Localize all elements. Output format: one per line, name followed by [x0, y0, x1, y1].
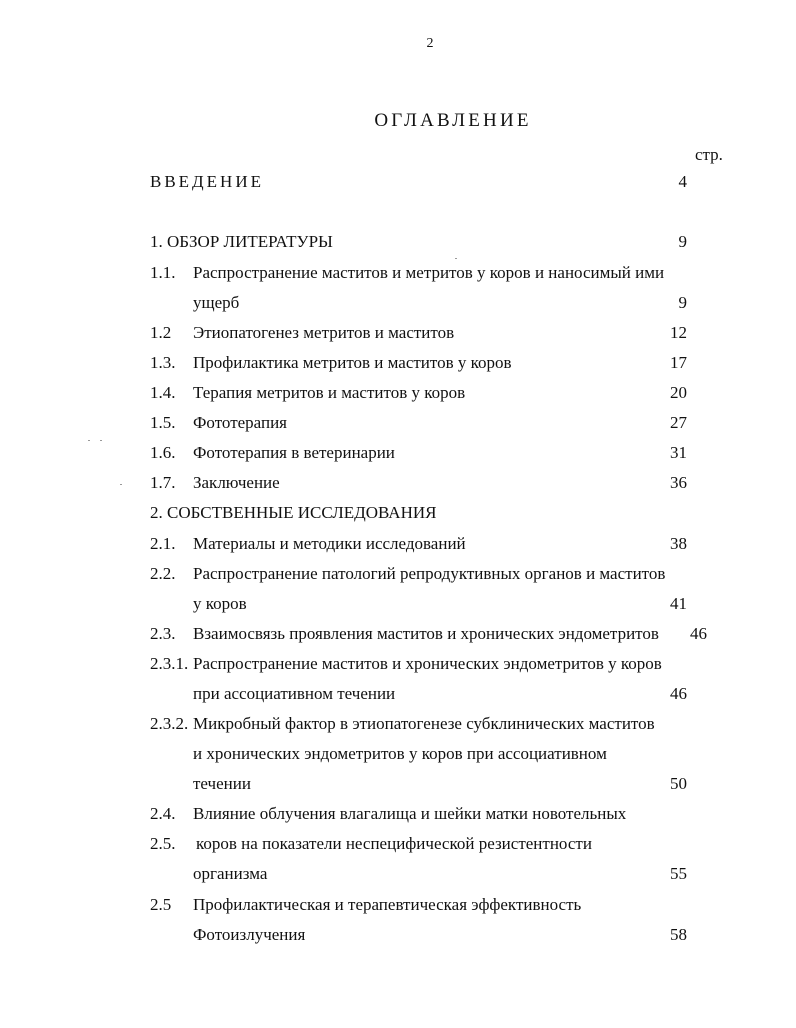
toc-entry-1-5: [150, 411, 700, 435]
toc-entry-text: коров на показатели неспецифической резистентности: [196, 834, 592, 853]
toc-chapter-2: [150, 501, 700, 525]
toc-entry-1-1-continuation: [193, 291, 700, 315]
toc-entry-number: 2.4.: [150, 804, 176, 823]
toc-entry-number: 1.6.: [150, 443, 176, 462]
toc-entry-number: 1.4.: [150, 383, 176, 402]
toc-entry-number: 1.2: [150, 323, 172, 342]
toc-entry-number: 2.3.1.: [150, 654, 189, 673]
toc-entry-label: 2. СОБСТВЕННЫЕ ИССЛЕДОВАНИЯ: [150, 503, 437, 522]
toc-entry-text: Фототерапия: [193, 413, 287, 432]
toc-entry-2-5a-continuation: [193, 862, 700, 886]
toc-entry-page: 20: [670, 383, 687, 402]
toc-title: ОГЛАВЛЕНИЕ: [374, 110, 532, 131]
toc-entry-number: 2.5: [150, 895, 172, 914]
toc-entry-text: Профилактическая и терапевтическая эффективность: [193, 895, 582, 914]
toc-entry-2-5a: [150, 832, 700, 856]
toc-entry-text: Заключение: [193, 473, 280, 492]
toc-entry-text: ущерб: [193, 293, 240, 312]
toc-entry-text: Взаимосвязь проявления маститов и хронических эндометритов: [193, 624, 659, 643]
toc-entry-number: 2.5.: [150, 834, 176, 853]
toc-entry-1-2: [150, 321, 700, 345]
toc-entry-text: Распространение маститов и хронических эндометритов у коров: [193, 654, 662, 673]
toc-entry-text: Фотоизлучения: [193, 925, 306, 944]
toc-entry-2-3-1-continuation: [193, 682, 700, 706]
toc-entry-page: 58: [670, 925, 687, 944]
toc-entry-page: 46: [670, 684, 687, 703]
page-number: 2: [426, 36, 434, 51]
toc-entry-text: Профилактика метритов и маститов у коров: [193, 353, 512, 372]
toc-entry-2-2-continuation: [193, 592, 700, 616]
toc-entry-page: 38: [670, 534, 687, 553]
toc-entry-2-5b-continuation: [193, 923, 700, 947]
toc-entry-label: 1. ОБЗОР ЛИТЕРАТУРЫ: [150, 232, 333, 251]
scan-speck: [455, 258, 457, 259]
scan-speck: [88, 440, 90, 441]
toc-entry-text: Терапия метритов и маститов у коров: [193, 383, 466, 402]
toc-entry-number: 2.3.2.: [150, 714, 189, 733]
toc-entry-1-3: [150, 351, 700, 375]
toc-entry-page: 9: [678, 232, 687, 251]
toc-entry-text: Микробный фактор в этиопатогенезе субклинических маститов: [193, 714, 655, 733]
toc-entry-2-3: [150, 622, 710, 646]
toc-entry-2-5b: [150, 893, 700, 917]
toc-entry-number: 2.1.: [150, 534, 176, 553]
toc-entry-text: Распространение патологий репродуктивных органов и маститов: [193, 564, 666, 583]
toc-entry-1-7: [150, 471, 700, 495]
toc-entry-text: Распространение маститов и метритов у коров и наносимый ими: [193, 263, 665, 282]
toc-entry-text: у коров: [193, 594, 247, 613]
toc-entry-page: 41: [670, 594, 687, 613]
toc-entry-text: Влияние облучения влагалища и шейки матки новотельных: [193, 804, 627, 823]
toc-entry-intro: [150, 170, 700, 194]
toc-entry-text: Этиопатогенез метритов и маститов: [193, 323, 455, 342]
toc-entry-label: ВВЕДЕНИЕ: [150, 172, 264, 191]
toc-chapter-1: [150, 230, 700, 254]
toc-entry-1-1: [150, 261, 700, 285]
toc-entry-number: 1.3.: [150, 353, 176, 372]
toc-entry-number: 1.1.: [150, 263, 176, 282]
toc-entry-page: 31: [670, 443, 687, 462]
toc-entry-page: 4: [678, 172, 687, 191]
toc-entry-text: течении: [193, 774, 251, 793]
toc-entry-text: Материалы и методики исследований: [193, 534, 466, 553]
toc-entry-2-3-2-continuation: [193, 742, 700, 766]
toc-entry-text: организма: [193, 864, 268, 883]
page-column-label: стр.: [695, 145, 723, 164]
scan-speck: [120, 484, 122, 485]
toc-entry-number: 1.5.: [150, 413, 176, 432]
toc-entry-number: 1.7.: [150, 473, 176, 492]
toc-entry-text: при ассоциативном течении: [193, 684, 396, 703]
toc-entry-page: 46: [690, 624, 707, 643]
toc-entry-page: 36: [670, 473, 687, 492]
toc-entry-page: 9: [678, 293, 687, 312]
toc-entry-2-1: [150, 532, 700, 556]
toc-entry-page: 17: [670, 353, 687, 372]
toc-entry-2-3-2: [150, 712, 700, 736]
scan-speck: [100, 440, 102, 441]
toc-entry-2-2: [150, 562, 700, 586]
toc-entry-1-6: [150, 441, 700, 465]
toc-entry-page: 55: [670, 864, 687, 883]
toc-entry-page: 27: [670, 413, 687, 432]
toc-entry-1-4: [150, 381, 700, 405]
toc-entry-number: 2.2.: [150, 564, 176, 583]
toc-entry-2-3-1: [150, 652, 700, 676]
toc-entry-page: 12: [670, 323, 687, 342]
toc-entry-2-4: [150, 802, 700, 826]
toc-entry-2-3-2-continuation-2: [193, 772, 700, 796]
toc-entry-number: 2.3.: [150, 624, 176, 643]
toc-entry-page: 50: [670, 774, 687, 793]
toc-entry-text: и хронических эндометритов у коров при ассоциативном: [193, 744, 607, 763]
toc-entry-text: Фототерапия в ветеринарии: [193, 443, 395, 462]
